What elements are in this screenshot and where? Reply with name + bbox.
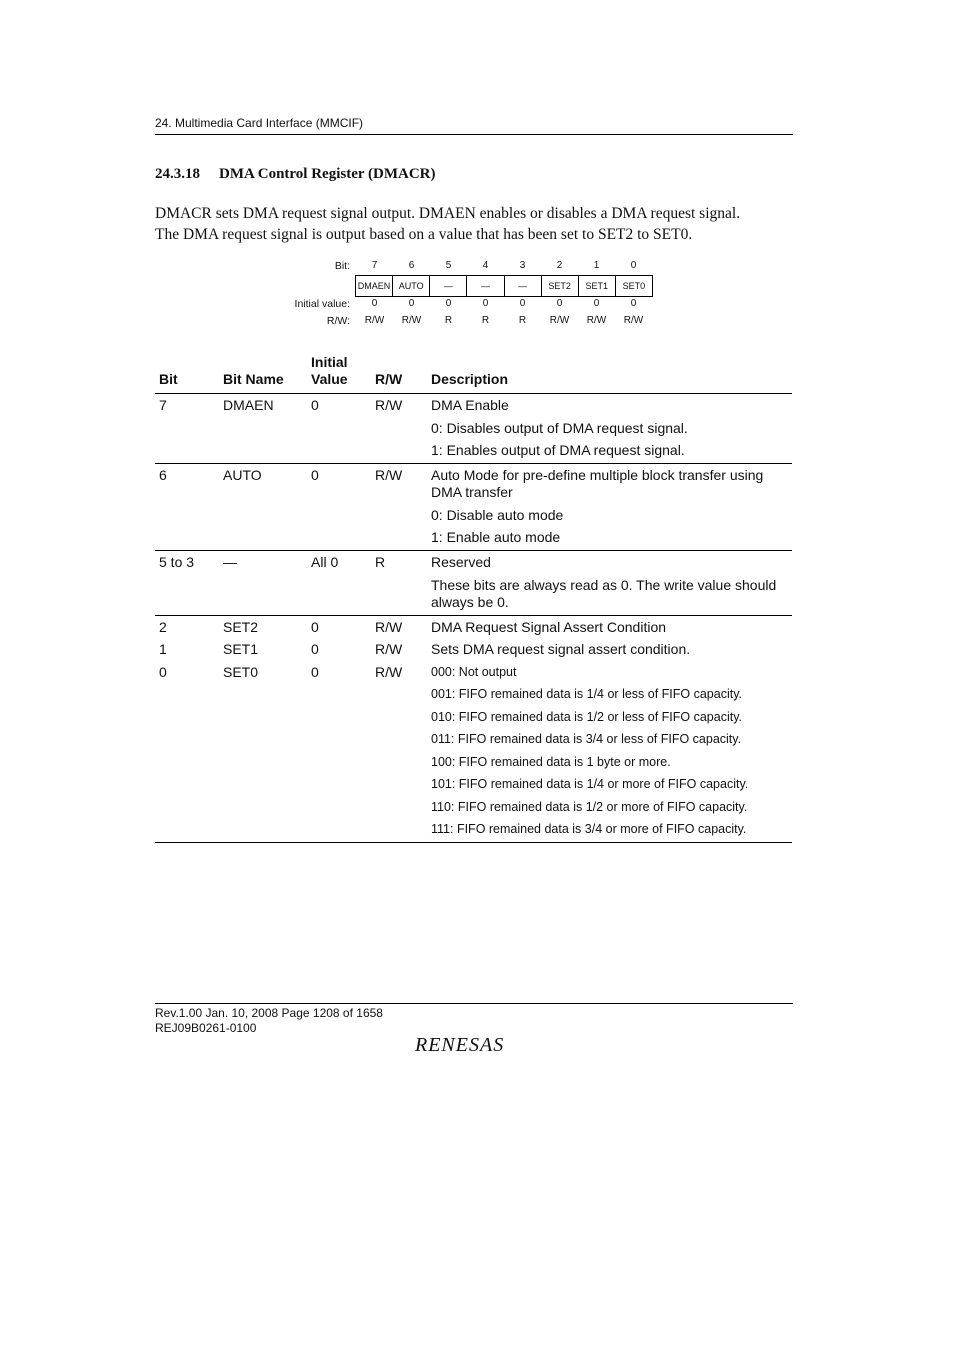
- cell-rw: R/W: [375, 641, 403, 657]
- header-rw: R/W: [375, 371, 403, 387]
- cell-bit-name: SET1: [223, 641, 259, 657]
- bit-field: SET1: [579, 276, 616, 296]
- list-item: 101: FIFO remained data is 1/4 or more of FIFO capacity.: [431, 777, 749, 791]
- cell-description: These bits are always read as 0. The write value should: [431, 577, 777, 593]
- header-initial: Initial: [311, 354, 348, 370]
- list-item: 100: FIFO remained data is 1 byte or more.: [431, 755, 671, 769]
- bit-field: —: [467, 276, 504, 296]
- footer-rule: [155, 1003, 793, 1004]
- cell-bit-name: AUTO: [223, 467, 262, 483]
- rw-value: R: [518, 315, 527, 326]
- cell-description: 1: Enables output of DMA request signal.: [431, 442, 685, 458]
- cell-initial: 0: [311, 467, 319, 483]
- initial-value: 0: [519, 298, 526, 309]
- cell-description: 1: Enable auto mode: [431, 529, 561, 545]
- initial-value: 0: [445, 298, 452, 309]
- cell-description: DMA transfer: [431, 484, 513, 500]
- cell-initial: 0: [311, 397, 319, 413]
- section-name: DMA Control Register (DMACR): [219, 166, 436, 182]
- footer-doc-number: REJ09B0261-0100: [155, 1021, 257, 1035]
- cell-description: Sets DMA request signal assert condition.: [431, 641, 691, 657]
- initial-value-label: Initial value:: [294, 298, 350, 310]
- table-header-rule: [155, 393, 792, 394]
- rw-value: R/W: [364, 315, 385, 326]
- header-bit-name: Bit Name: [223, 371, 284, 387]
- list-item: 001: FIFO remained data is 1/4 or less of FIFO capacity.: [431, 687, 743, 701]
- intro-paragraph: [155, 203, 795, 245]
- section-number: 24.3.18: [155, 166, 200, 182]
- section-title: [155, 166, 435, 183]
- list-item: 110: FIFO remained data is 1/2 or more of FIFO capacity.: [431, 800, 748, 814]
- bit-field: SET0: [622, 281, 646, 291]
- cell-bit: 7: [159, 397, 167, 413]
- cell-bit-name: DMAEN: [223, 397, 274, 413]
- cell-rw: R/W: [375, 397, 403, 413]
- cell-rw: R/W: [375, 619, 403, 635]
- cell-bit-name: SET0: [223, 664, 259, 680]
- bit-number: 4: [482, 260, 489, 271]
- rw-value: R: [481, 315, 490, 326]
- intro-line-1: DMACR sets DMA request signal output. DMAEN enables or disables a DMA request signal.: [155, 205, 741, 222]
- intro-line-2: The DMA request signal is output based on a value that has been set to SET2 to SET0.: [155, 226, 693, 243]
- row-rule: [155, 463, 792, 464]
- footer-revision: Rev.1.00 Jan. 10, 2008 Page 1208 of 1658: [155, 1006, 383, 1020]
- cell-initial: 0: [311, 641, 319, 657]
- row-rule: [155, 615, 792, 616]
- cell-bit: 2: [159, 619, 167, 635]
- bit-number: 1: [593, 260, 600, 271]
- cell-initial: All 0: [311, 554, 339, 570]
- cell-bit-name: —: [223, 554, 237, 570]
- cell-description: Auto Mode for pre-define multiple block transfer using: [431, 467, 764, 483]
- bit-number: 3: [519, 260, 526, 271]
- rw-value: R/W: [549, 315, 570, 326]
- list-item: 011: FIFO remained data is 3/4 or less of FIFO capacity.: [431, 732, 742, 746]
- initial-value: 0: [593, 298, 600, 309]
- cell-initial: 0: [311, 664, 319, 680]
- cell-bit: 0: [159, 664, 167, 680]
- cell-initial: 0: [311, 619, 319, 635]
- list-item: 111: FIFO remained data is 3/4 or more of FIFO capacity.: [431, 822, 747, 836]
- bit-number: 5: [445, 260, 452, 271]
- bit-number: 6: [408, 260, 415, 271]
- cell-description: 0: Disable auto mode: [431, 507, 564, 523]
- cell-bit-name: SET2: [223, 619, 259, 635]
- cell-rw: R: [375, 554, 386, 570]
- bit-field: —: [505, 276, 542, 296]
- bit-field: SET2: [542, 276, 579, 296]
- register-bit-fields: [355, 275, 653, 297]
- cell-description: 0: Disables output of DMA request signal.: [431, 420, 688, 436]
- cell-bit: 1: [159, 641, 167, 657]
- cell-description: Reserved: [431, 554, 491, 570]
- renesas-logo: RENESAS: [415, 1034, 505, 1056]
- initial-value: 0: [408, 298, 415, 309]
- rw-value: R/W: [586, 315, 607, 326]
- header-description: Description: [431, 371, 509, 387]
- initial-value: 0: [556, 298, 563, 309]
- cell-description: DMA Enable: [431, 397, 509, 413]
- rw-value: R: [444, 315, 453, 326]
- initial-value: 0: [371, 298, 378, 309]
- rw-value: R/W: [623, 315, 644, 326]
- rw-value: R/W: [401, 315, 422, 326]
- bit-number: 7: [371, 260, 378, 271]
- page-header: 24. Multimedia Card Interface (MMCIF): [155, 116, 364, 130]
- bit-number: 0: [630, 260, 637, 271]
- table-bottom-rule: [155, 842, 792, 843]
- list-item: 010: FIFO remained data is 1/2 or less of FIFO capacity.: [431, 710, 743, 724]
- header-rule: [155, 134, 793, 135]
- cell-rw: R/W: [375, 467, 403, 483]
- bit-field: DMAEN: [356, 276, 393, 296]
- header-bit: Bit: [159, 371, 178, 387]
- bit-label: Bit:: [334, 260, 350, 272]
- header-value: Value: [311, 371, 348, 387]
- row-rule: [155, 550, 792, 551]
- initial-value: 0: [630, 298, 637, 309]
- cell-rw: R/W: [375, 664, 403, 680]
- rw-label: R/W:: [326, 315, 350, 327]
- initial-value: 0: [482, 298, 489, 309]
- cell-bit: 6: [159, 467, 167, 483]
- cell-description: always be 0.: [431, 594, 509, 610]
- bit-field: —: [430, 276, 467, 296]
- bit-field: AUTO: [393, 276, 430, 296]
- cell-description: DMA Request Signal Assert Condition: [431, 619, 667, 635]
- cell-bit: 5 to 3: [159, 554, 195, 570]
- bit-number: 2: [556, 260, 563, 271]
- list-item: 000: Not output: [431, 665, 517, 679]
